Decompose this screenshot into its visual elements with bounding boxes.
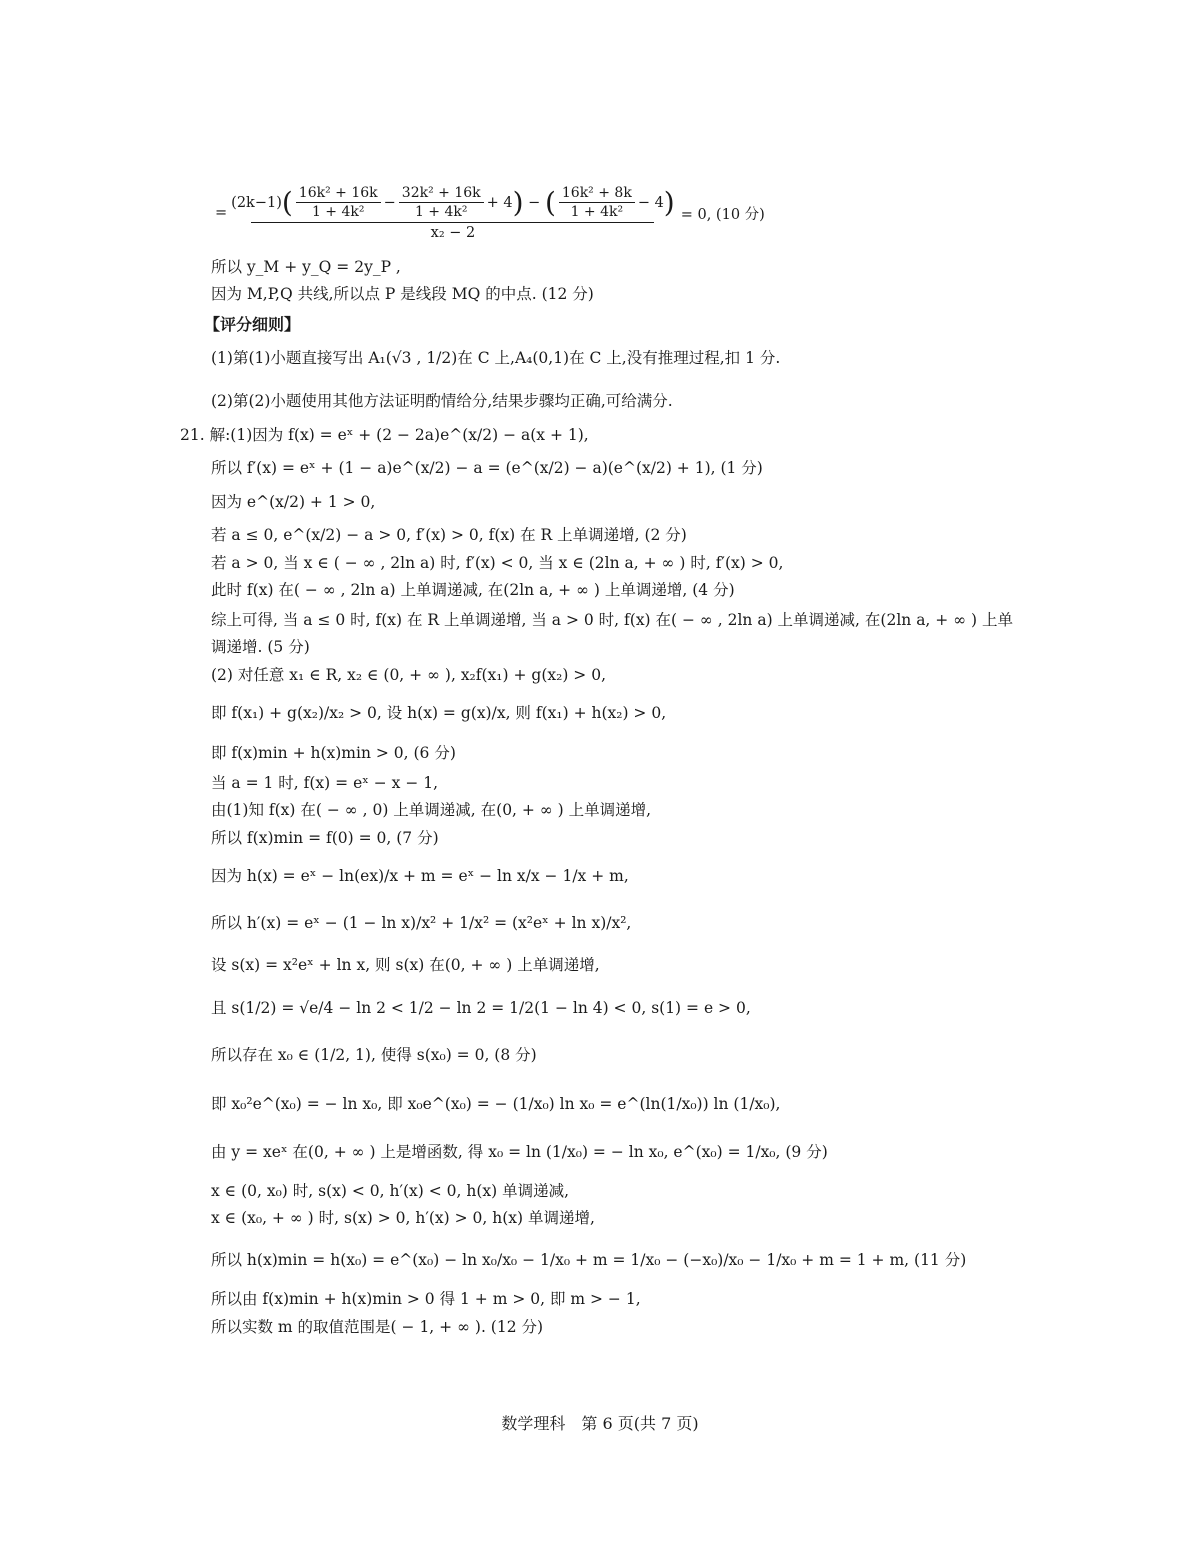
solution-line: 此时 f(x) 在( − ∞ , 2ln a) 上单调递减, 在(2ln a, + ∞ ) 上单调递增, (4 分) [211, 581, 735, 599]
fraction-bar [251, 222, 654, 223]
solution-line: 所以 f(x)min = f(0) = 0, (7 分) [211, 829, 439, 847]
solution-line: 所以存在 x₀ ∈ (1/2, 1), 使得 s(x₀) = 0, (8 分) [211, 1046, 537, 1064]
formula-denominator: x₂ − 2 [430, 225, 476, 241]
solution-line: 调递增. (5 分) [211, 638, 310, 656]
section-heading: 【评分细则】 [204, 315, 301, 334]
page-footer: 数学理科 第 6 页(共 7 页) [501, 1414, 699, 1433]
question-21-heading: 21. 解:(1)因为 f(x) = eˣ + (2 − 2a)e^(x/2) − a(x + 1), [180, 426, 589, 444]
rubric-item: (2)第(2)小题使用其他方法证明酌情给分,结果步骤均正确,可给满分. [211, 392, 673, 410]
solution-line: 且 s(1/2) = √e/4 − ln 2 < 1/2 − ln 2 = 1/2(1 − ln 4) < 0, s(1) = e > 0, [211, 999, 751, 1017]
rubric-item: (1)第(1)小题直接写出 A₁(√3 , 1/2)在 C 上,A₄(0,1)在 C 上,没有推理过程,扣 1 分. [211, 349, 781, 367]
solution-line: 所以由 f(x)min + h(x)min > 0 得 1 + m > 0, 即 m > − 1, [211, 1290, 641, 1308]
solution-line: 所以 f′(x) = eˣ + (1 − a)e^(x/2) − a = (e^(x/2) − a)(e^(x/2) + 1), (1 分) [211, 459, 763, 477]
solution-line: 因为 e^(x/2) + 1 > 0, [211, 493, 376, 511]
solution-line: 当 a = 1 时, f(x) = eˣ − x − 1, [211, 774, 439, 792]
solution-line: 因为 h(x) = eˣ − ln(ex)/x + m = eˣ − ln x/x − 1/x + m, [211, 867, 629, 885]
formula-prefix: = [215, 205, 228, 221]
solution-line: 所以 h′(x) = eˣ − (1 − ln x)/x² + 1/x² = (x²eˣ + ln x)/x², [211, 914, 632, 932]
solution-line: 即 f(x₁) + g(x₂)/x₂ > 0, 设 h(x) = g(x)/x, 则 f(x₁) + h(x₂) > 0, [211, 704, 667, 722]
solution-line: 所以实数 m 的取值范围是( − 1, + ∞ ). (12 分) [211, 1318, 544, 1336]
solution-line: 即 x₀²e^(x₀) = − ln x₀, 即 x₀e^(x₀) = − (1/x₀) ln x₀ = e^(ln(1/x₀)) ln (1/x₀), [211, 1095, 781, 1113]
text-line: 因为 M,P,Q 共线,所以点 P 是线段 MQ 的中点. (12 分) [211, 285, 594, 303]
solution-line: 若 a > 0, 当 x ∈ ( − ∞ , 2ln a) 时, f′(x) < 0, 当 x ∈ (2ln a, + ∞ ) 时, f′(x) > 0, [211, 554, 784, 572]
formula-suffix: = 0, (10 分) [680, 206, 765, 223]
solution-line: 若 a ≤ 0, e^(x/2) − a > 0, f′(x) > 0, f(x) 在 R 上单调递增, (2 分) [211, 526, 687, 544]
formula-numerator: (2k−1) ( $\frac{\text{16k² + 16k}}{\text{1 + 4k²}}$ − $\frac{\text{32k² + 16k}}{\text{1 + 4k²}}$ + 4 ) − ( $\frac{\text{16k² + 8k}}{\text{1 + 4k²}}$ − 4 ) [231, 185, 675, 220]
solution-line: 由 y = xeˣ 在(0, + ∞ ) 上是增函数, 得 x₀ = ln (1/x₀) = − ln x₀, e^(x₀) = 1/x₀, (9 分) [211, 1143, 828, 1161]
top-formula [215, 185, 765, 241]
solution-line: 设 s(x) = x²eˣ + ln x, 则 s(x) 在(0, + ∞ ) 上单调递增, [211, 956, 600, 974]
solution-line: 即 f(x)min + h(x)min > 0, (6 分) [211, 744, 456, 762]
solution-line: 综上可得, 当 a ≤ 0 时, f(x) 在 R 上单调递增, 当 a > 0 时, f(x) 在( − ∞ , 2ln a) 上单调递减, 在(2ln a, + ∞ ) 上单 [211, 611, 1014, 629]
solution-line: x ∈ (x₀, + ∞ ) 时, s(x) > 0, h′(x) > 0, h(x) 单调递增, [211, 1209, 595, 1227]
text-line: 所以 y_M + y_Q = 2y_P , [211, 258, 401, 276]
solution-line: x ∈ (0, x₀) 时, s(x) < 0, h′(x) < 0, h(x) 单调递减, [211, 1182, 570, 1200]
solution-line: 由(1)知 f(x) 在( − ∞ , 0) 上单调递减, 在(0, + ∞ ) 上单调递增, [211, 801, 652, 819]
solution-line: 所以 h(x)min = h(x₀) = e^(x₀) − ln x₀/x₀ − 1/x₀ + m = 1/x₀ − (−x₀)/x₀ − 1/x₀ + m = 1 + m, (11 分) [211, 1251, 967, 1269]
solution-line: (2) 对任意 x₁ ∈ R, x₂ ∈ (0, + ∞ ), x₂f(x₁) + g(x₂) > 0, [211, 666, 607, 684]
